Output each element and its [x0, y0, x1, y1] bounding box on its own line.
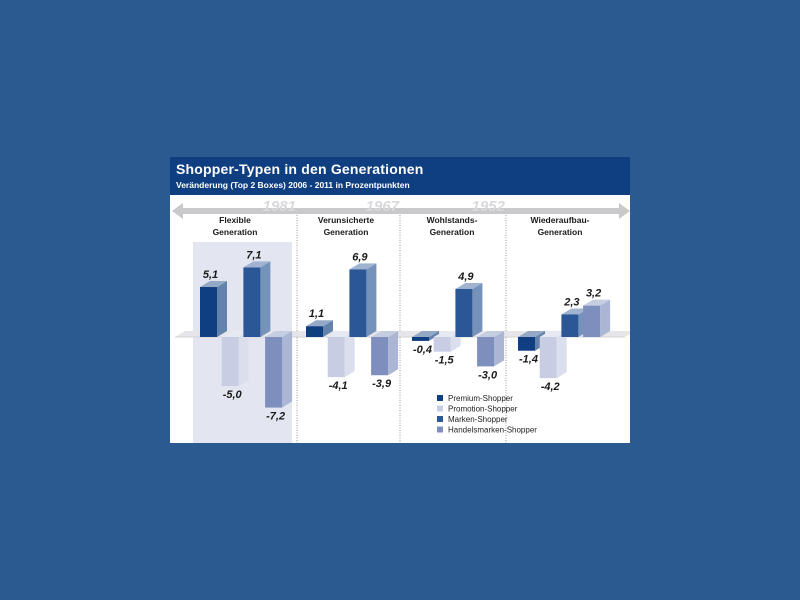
bar-side-promotion [239, 331, 249, 386]
year-label-1952: 1952 [471, 198, 505, 215]
timeline-arrow-head-right [619, 203, 630, 219]
bar-premium [200, 287, 217, 337]
bar-marken [349, 269, 366, 337]
value-label: 3,2 [585, 287, 602, 300]
value-label: -0,4 [413, 343, 432, 356]
value-label: -7,2 [266, 410, 286, 423]
legend-label-premium: Premium-Shopper [448, 394, 513, 403]
value-label: -4,2 [540, 381, 560, 394]
value-label: 2,3 [564, 296, 580, 309]
year-label-1967: 1967 [365, 198, 399, 215]
bar-side-marken [472, 283, 482, 337]
bar-side-handelsmarken [494, 331, 504, 366]
category-label: Verunsicherte [317, 215, 375, 225]
value-label: -4,1 [328, 380, 348, 393]
value-label: 1,1 [308, 308, 325, 321]
bar-handelsmarken [265, 337, 282, 408]
timeline-arrow-head-left [172, 203, 183, 219]
category-label: Generation [212, 227, 258, 237]
legend-swatch-promotion [437, 406, 443, 412]
legend-swatch-marken [437, 416, 443, 422]
legend-swatch-handelsmarken [437, 427, 443, 433]
bar-premium [306, 326, 323, 337]
value-label: 7,1 [246, 249, 262, 262]
bar-handelsmarken [477, 337, 494, 366]
value-label: -1,5 [434, 354, 454, 367]
year-label-1981: 1981 [262, 198, 296, 215]
bar-handelsmarken [583, 306, 600, 337]
bar-side-marken [260, 261, 270, 337]
chart-card [170, 157, 630, 443]
bar-side-premium [217, 281, 227, 337]
legend-swatch-premium [437, 395, 443, 401]
timeline-arrow [180, 208, 622, 214]
legend-label-promotion: Promotion-Shopper [448, 404, 518, 414]
legend-label-handelsmarken: Handelsmarken-Shopper [448, 425, 537, 435]
category-label: Wohlstands- [426, 215, 478, 225]
value-label: -3,0 [478, 369, 498, 382]
bar-marken [243, 267, 260, 337]
bar-side-marken [366, 263, 376, 337]
value-label: 5,1 [202, 269, 219, 282]
category-label: Wiederaufbau- [530, 215, 590, 225]
value-label: -5,0 [222, 389, 242, 401]
bar-side-promotion [345, 331, 355, 377]
category-label: Generation [429, 227, 475, 237]
category-label: Flexible [219, 215, 251, 225]
chart-title: Shopper-Typen in den Generationen [176, 161, 424, 177]
bar-side-handelsmarken [600, 300, 610, 337]
chart-subtitle: Veränderung (Top 2 Boxes) 2006 - 2011 in Prozentpunkten [176, 180, 410, 190]
bar-marken [455, 289, 472, 337]
bar-premium [412, 337, 429, 341]
value-label: -1,4 [519, 353, 538, 366]
bar-promotion [222, 337, 239, 386]
value-label: 6,9 [352, 251, 368, 264]
legend-label-marken: Marken-Shopper [448, 415, 508, 424]
bar-marken [561, 314, 578, 337]
category-label: Generation [323, 227, 369, 237]
bar-side-handelsmarken [388, 331, 398, 375]
bar-promotion [540, 337, 557, 378]
bar-chart [170, 157, 630, 443]
value-label: 4,9 [458, 270, 474, 283]
bar-premium [518, 337, 535, 351]
bar-side-promotion [557, 331, 567, 378]
value-label: -3,9 [372, 378, 392, 391]
bar-handelsmarken [371, 337, 388, 375]
bar-promotion [434, 337, 451, 352]
bar-side-handelsmarken [282, 331, 292, 408]
bar-promotion [328, 337, 345, 377]
category-label: Generation [537, 227, 583, 237]
